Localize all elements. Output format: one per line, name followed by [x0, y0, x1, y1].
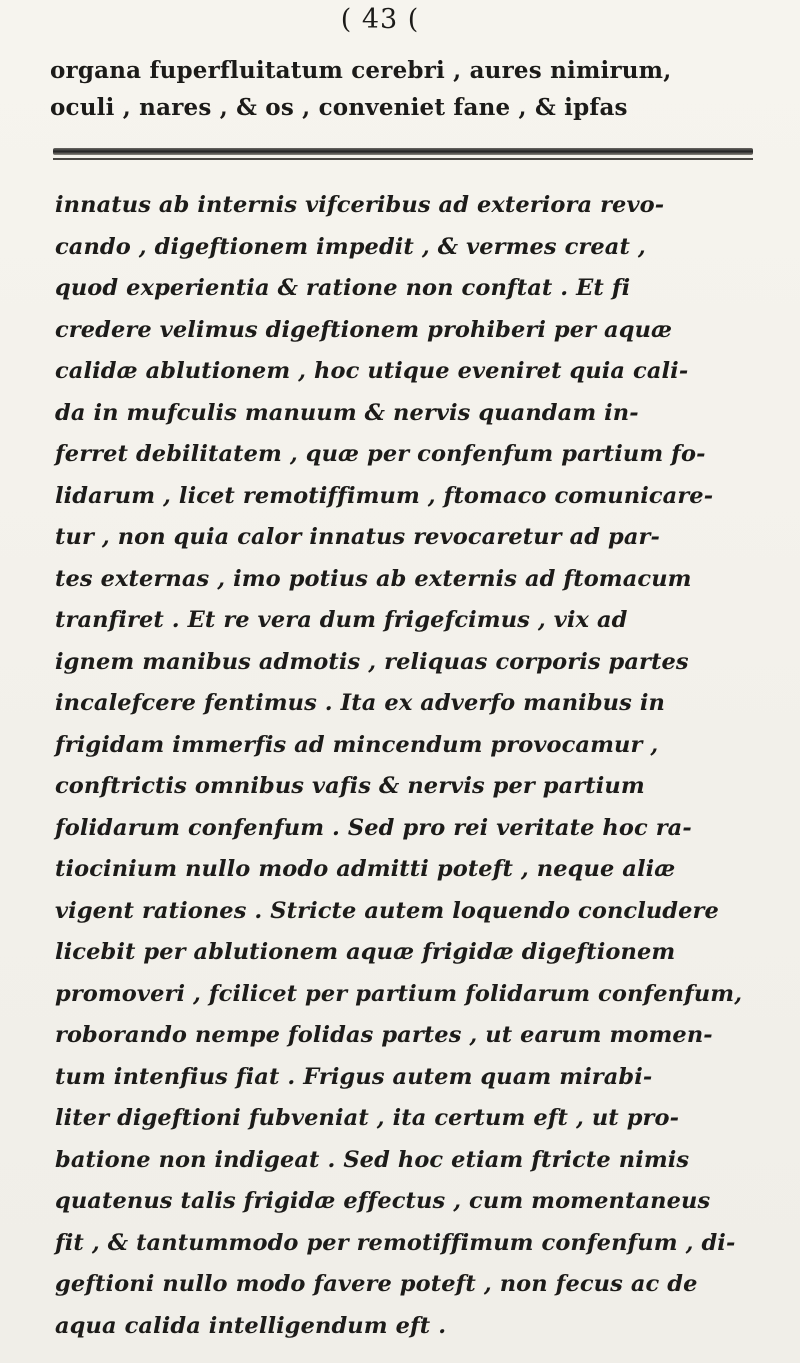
text-line: frigidam immerfis ad mincendum provocamur , [55, 731, 659, 758]
text-line: credere velimus digeftionem prohiberi per aquæ [55, 316, 673, 343]
text-line: da in mufculis manuum & nervis quandam in- [55, 399, 639, 426]
text-line: tes externas , imo potius ab externis ad ftomacum [55, 565, 692, 592]
text-line: vigent rationes . Stricte autem loquendo concludere [55, 897, 719, 924]
text-line: oculi , nares , & os , conveniet fane , & ipfas [50, 94, 628, 121]
text-line: lidarum , licet remotiffimum , ftomaco comunicare- [55, 482, 714, 509]
text-line: tum intenfius fiat . Frigus autem quam mirabi- [55, 1063, 653, 1090]
section-divider-thin-rule [53, 158, 753, 160]
text-line: cando , digeftionem impedit , & vermes creat , [55, 233, 646, 260]
text-line: batione non indigeat . Sed hoc etiam ftricte nimis [55, 1146, 690, 1173]
text-line: quod experientia & ratione non conftat . Et fi [55, 275, 631, 301]
text-line: aqua calida intelligendum eft . [55, 1312, 447, 1339]
text-line: folidarum confenfum . Sed pro rei veritate hoc ra- [55, 814, 692, 841]
text-line: ferret debilitatem , quæ per confenfum partium fo- [55, 441, 706, 467]
text-line: organa fuperfluitatum cerebri , aures nimirum, [50, 57, 672, 84]
text-line: geftioni nullo modo favere poteft , non fecus ac de [55, 1271, 698, 1297]
text-line: conftrictis omnibus vafis & nervis per partium [55, 773, 645, 799]
section-divider-rule [53, 148, 753, 155]
text-line: promoveri , fcilicet per partium folidarum confenfum, [55, 980, 743, 1007]
text-line: ignem manibus admotis , reliquas corporis partes [55, 648, 689, 675]
page-number: ( 43 ( [340, 4, 420, 35]
preceding-text-block [50, 52, 770, 126]
text-line: liter digeftioni fubveniat , ita certum eft , ut pro- [55, 1105, 680, 1131]
text-line: fit , & tantummodo per remotiffimum confenfum , di- [55, 1229, 736, 1256]
text-line: quatenus talis frigidæ effectus , cum momentaneus [55, 1188, 711, 1214]
text-line: tranfiret . Et re vera dum frigefcimus , vix ad [55, 607, 628, 633]
text-line: tiocinium nullo modo admitti poteft , neque aliæ [55, 856, 676, 882]
text-line: incalefcere fentimus . Ita ex adverfo manibus in [55, 690, 665, 716]
text-line: roborando nempe folidas partes , ut earum momen- [55, 1022, 713, 1048]
text-line: licebit per ablutionem aquæ frigidæ digeftionem [55, 939, 676, 965]
text-line: calidæ ablutionem , hoc utique eveniret quia cali- [55, 358, 689, 384]
text-line: innatus ab internis vifceribus ad exteriora revo- [55, 192, 665, 218]
text-line: tur , non quia calor innatus revocaretur ad par- [55, 524, 660, 550]
main-text-block [55, 185, 765, 1347]
